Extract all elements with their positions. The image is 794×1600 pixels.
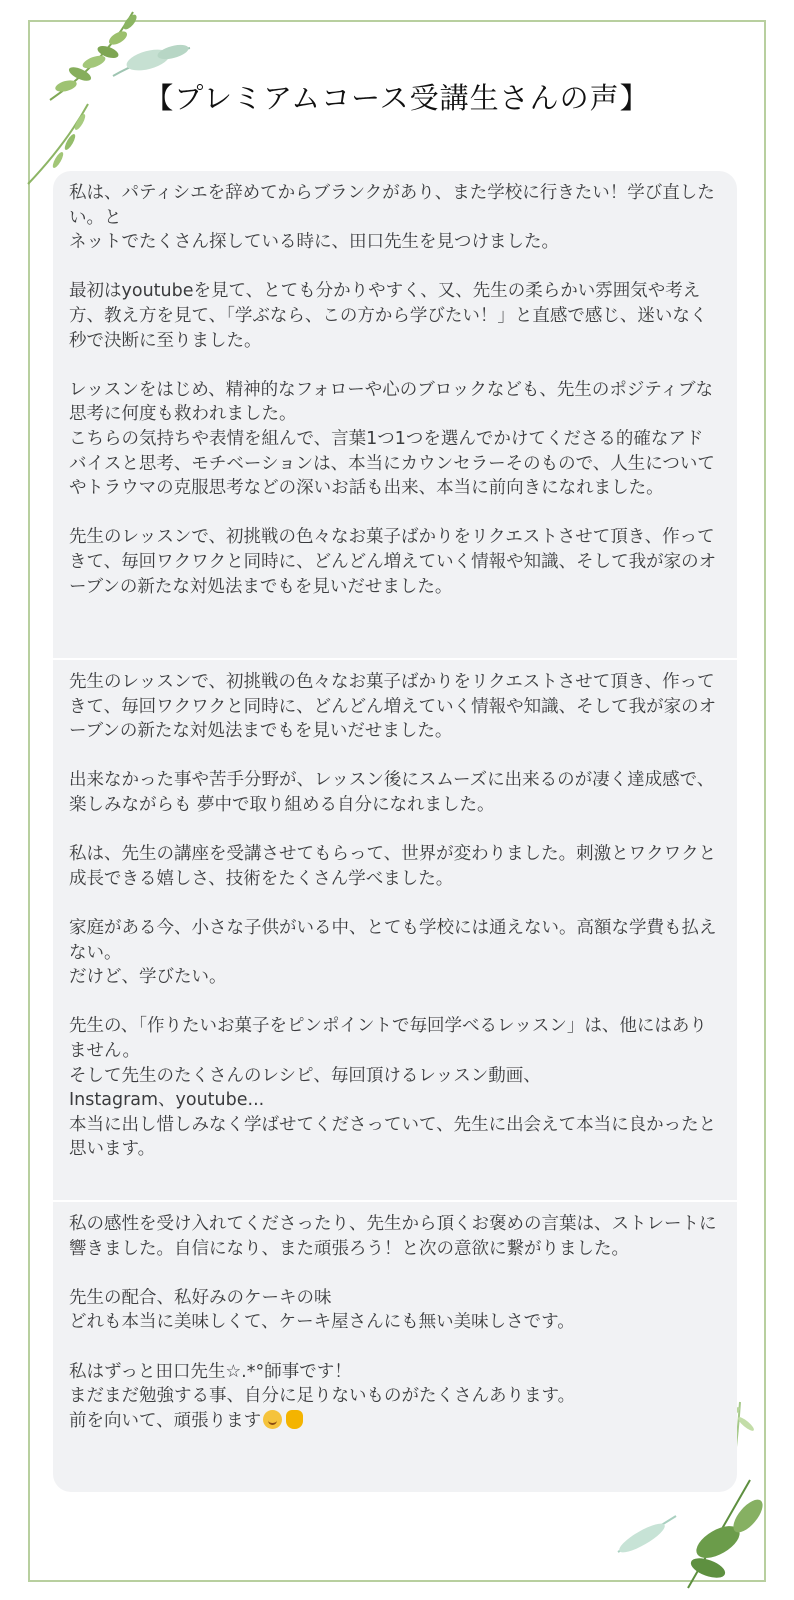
page-title: 【プレミアムコース受講生さんの声】	[144, 81, 650, 115]
testimonial-card-2	[53, 660, 737, 1200]
testimonial-paragraph: 家庭がある今、小さな子供がいる中、とても学校には通えない。高額な学費も払えない。 だけど、学びたい。	[69, 917, 717, 988]
testimonial-paragraph: 最初はyoutubeを見て、とても分かりやすく、又、先生の柔らかい雰囲気や考え方、教え方を見て、「学ぶなら、この方から学びたい！」と直感で感じ、迷いなく秒で決断に至りました。	[69, 281, 708, 351]
testimonial-paragraph: 私は、先生の講座を受講させてもらって、世界が変わりました。刺激とワクワクと成長できる嬉しさ、技術をたくさん学べました。	[69, 844, 717, 889]
testimonial-paragraph: レッスンをはじめ、精神的なフォローや心のブロックなども、先生のポジティブな思考に何度も救われました。 こちらの気持ちや表情を組んで、言葉1つ1つを選んでかけてくださる的確なアドバイスと思考、モチベーションは、本当にカウンセラーそのもので、人生についてやトラウマの克服思考などの深いお話も出来、本当に前向きになれました。	[69, 379, 715, 499]
testimonial-card-3	[53, 1202, 737, 1492]
testimonial-paragraph: 私は、パティシエを辞めてからブランクがあり、また学校に行きたい！学び直したい。と ネットでたくさん探している時に、田口先生を見つけました。	[69, 183, 715, 253]
testimonial-paragraph: 先生のレッスンで、初挑戦の色々なお菓子ばかりをリクエストさせて頂き、作ってきて、毎回ワクワクと同時に、どんどん増えていく情報や知識、そして我が家のオーブンの新たな対処法までもを見いだせました。	[69, 672, 717, 742]
testimonial-card-1	[53, 171, 737, 658]
testimonial-paragraph: 出来なかった事や苦手分野が、レッスン後にスムーズに出来るのが凄く達成感で、楽しみながらも 夢中で取り組める自分になれました。	[69, 770, 715, 815]
testimonial-paragraph: 私はずっと田口先生☆.*°師事です！ まだまだ勉強する事、自分に足りないものがたくさんあります。	[69, 1361, 576, 1407]
closing-text: 前を向いて、頑張ります	[69, 1410, 262, 1431]
smiling-face-icon	[263, 1410, 282, 1429]
testimonial-paragraph: 先生のレッスンで、初挑戦の色々なお菓子ばかりをリクエストさせて頂き、作ってきて、毎回ワクワクと同時に、どんどん増えていく情報や知識、そして我が家のオーブンの新たな対処法までもを見いだせました。	[69, 527, 717, 597]
testimonial-closing	[69, 1409, 717, 1434]
testimonial-paragraph: 先生の配合、私好みのケーキの味 どれも本当に美味しくて、ケーキ屋さんにも無い美味しさです。	[69, 1287, 575, 1333]
testimonial-paragraph: 私の感性を受け入れてくださったり、先生から頂くお褒めの言葉は、ストレートに響きました。自信になり、また頑張ろう！と次の意欲に繋がりました。	[69, 1214, 717, 1259]
raised-fist-icon	[286, 1410, 303, 1429]
testimonial-paragraph: 先生の、「作りたいお菓子をピンポイントで毎回学べるレッスン」は、他にはありません。 そして先生のたくさんのレシピ、毎回頂けるレッスン動画、 Instagram、youtube... 本当に出し惜しみなく学ばせてくださっていて、先生に出会えて本当に良かったと思います。	[69, 1016, 717, 1160]
